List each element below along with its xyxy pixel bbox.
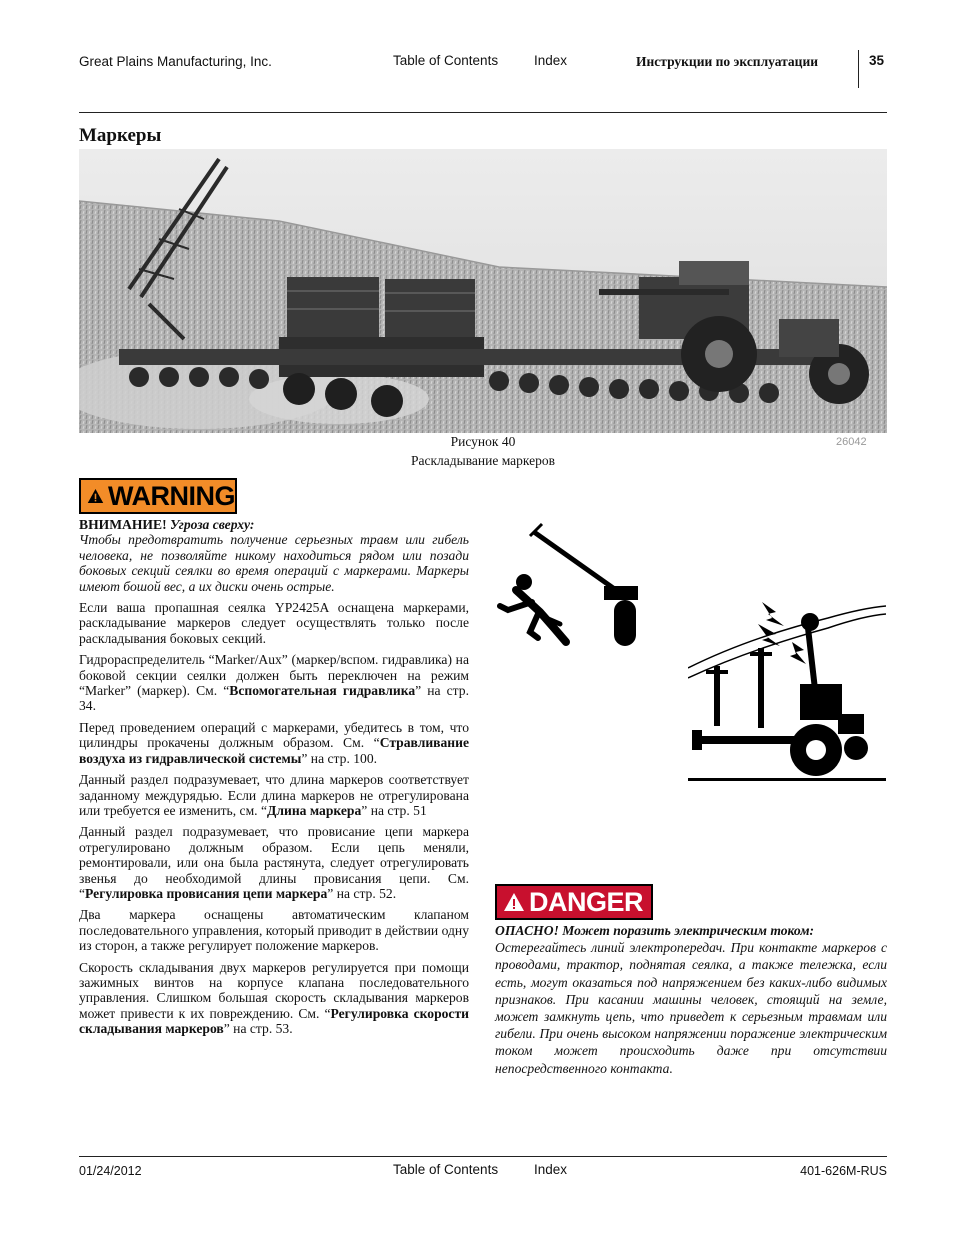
power-line-hazard-icon <box>688 598 886 783</box>
danger-text: Остерегайтесь линий электропередач. При контакте маркеров с проводами, трактор, поднятая сеялка, а также тележка, если есть, могут оказаться под напряжением без каких-либо видимых признаков. При касании машины человек, стоящий на земле, может замкнуть цепь, что приведет к серьезным травмам или гибели. При очень высоком напряжении поражение электрическим током может происходить даже при отсутствии непосредственного контакта. <box>495 940 887 1076</box>
aux-hydraulics-link[interactable]: Вспомогательная гидравлика <box>229 683 416 699</box>
page-title: Маркеры <box>79 125 162 146</box>
figure-caption-text: Раскладывание маркеров <box>410 453 555 468</box>
warning-text: Чтобы предотвратить получение серьезных травм или гибель человека, не позволяйте никому находиться рядом или позади боковых секций сеялки во время операций с маркерами. Маркеры имеют бошой вес, а их диски очень острые. <box>79 532 469 594</box>
paragraph-7: Скорость складывания двух маркеров регулируется при помощи зажимных винтов на корпусе клапана последовательного управления. Слишком большая скорость складывания маркеров может привести к их повреждению. См. “Регулировка скорости складывания маркеров” на стр. 53. <box>79 959 469 1037</box>
warning-heading-italic: Угроза сверху: <box>170 517 255 532</box>
danger-heading: ОПАСНО! Может поразить электрическим током: <box>495 923 815 938</box>
bleed-hydraulics-link[interactable]: Стравливание воздуха из гидравлической системы <box>79 735 469 766</box>
marker-length-link[interactable]: Длина маркера <box>267 802 362 818</box>
footer-rule <box>79 1156 887 1157</box>
fold-speed-link[interactable]: Регулировка скорости складывания маркеров <box>79 1005 469 1037</box>
paragraph-6: Два маркера оснащены автоматическим клапаном последовательного управления, который приводит в действии одну из сторон, а также регулирует положение маркеров. <box>79 907 469 954</box>
footer-date: 01/24/2012 <box>79 1164 142 1178</box>
document-number: 401-626M-RUS <box>800 1164 887 1178</box>
header-divider <box>858 50 859 88</box>
header-rule <box>79 112 887 113</box>
falling-marker-hazard-icon <box>494 520 644 650</box>
paragraph-3: Перед проведением операций с маркерами, убедитесь в том, что цилиндры прокачены должным образом. См. “Стравливание воздуха из гидравлической системы” на стр. 100. <box>79 719 469 766</box>
page-number: 35 <box>869 53 885 68</box>
warning-heading-bold: ВНИМАНИЕ! <box>79 517 167 532</box>
figure-caption-number: Рисунок 40 <box>450 434 516 449</box>
warning-badge-label: WARNING <box>108 480 235 511</box>
index-link-footer[interactable]: Index <box>534 1162 568 1177</box>
alert-triangle-icon <box>503 892 525 912</box>
section-header-title: Инструкции по эксплуатации <box>636 54 819 69</box>
danger-block <box>495 922 887 1077</box>
planter-photo <box>79 149 887 433</box>
warning-badge <box>79 478 237 514</box>
chain-slack-link[interactable]: Регулировка провисания цепи маркера <box>85 885 328 901</box>
danger-badge <box>495 884 653 920</box>
alert-triangle-icon <box>87 486 104 506</box>
paragraph-1: Если ваша пропашная сеялка YP2425A оснащена маркерами, раскладывание маркеров следует осуществлять только после раскладывания боковых секций. <box>79 600 469 646</box>
toc-link-header[interactable]: Table of Contents <box>393 53 499 68</box>
paragraph-4: Данный раздел подразумевает, что длина маркеров соответствует заданному междурядью. Если длина маркеров не отрегулирована или требуется ее изменить, см. “Длина маркера” на стр. 51 <box>79 772 469 818</box>
toc-link-footer[interactable]: Table of Contents <box>393 1162 499 1177</box>
company-name: Great Plains Manufacturing, Inc. <box>79 54 272 69</box>
paragraph-2: Гидрораспределитель “Marker/Aux” (маркер/вспом. гидравлика) на боковой секции сеялки должен быть переключен на режим “Marker” (маркер). См. “Вспомогательная гидравлика” на стр. 34. <box>79 652 469 714</box>
paragraph-5: Данный раздел подразумевает, что провисание цепи маркера отрегулировано должным образом. Если цепь меняли, ремонтировали, или она была растянута, следует отрегулировать звенья до необходимой длины провисания цепи. См. “Регулировка провисания цепи маркера” на стр. 52. <box>79 824 469 901</box>
warning-heading <box>79 517 469 532</box>
figure-id: 26042 <box>836 436 867 448</box>
left-column <box>79 517 469 1043</box>
danger-badge-label: DANGER <box>529 886 644 917</box>
index-link-header[interactable]: Index <box>534 53 568 68</box>
